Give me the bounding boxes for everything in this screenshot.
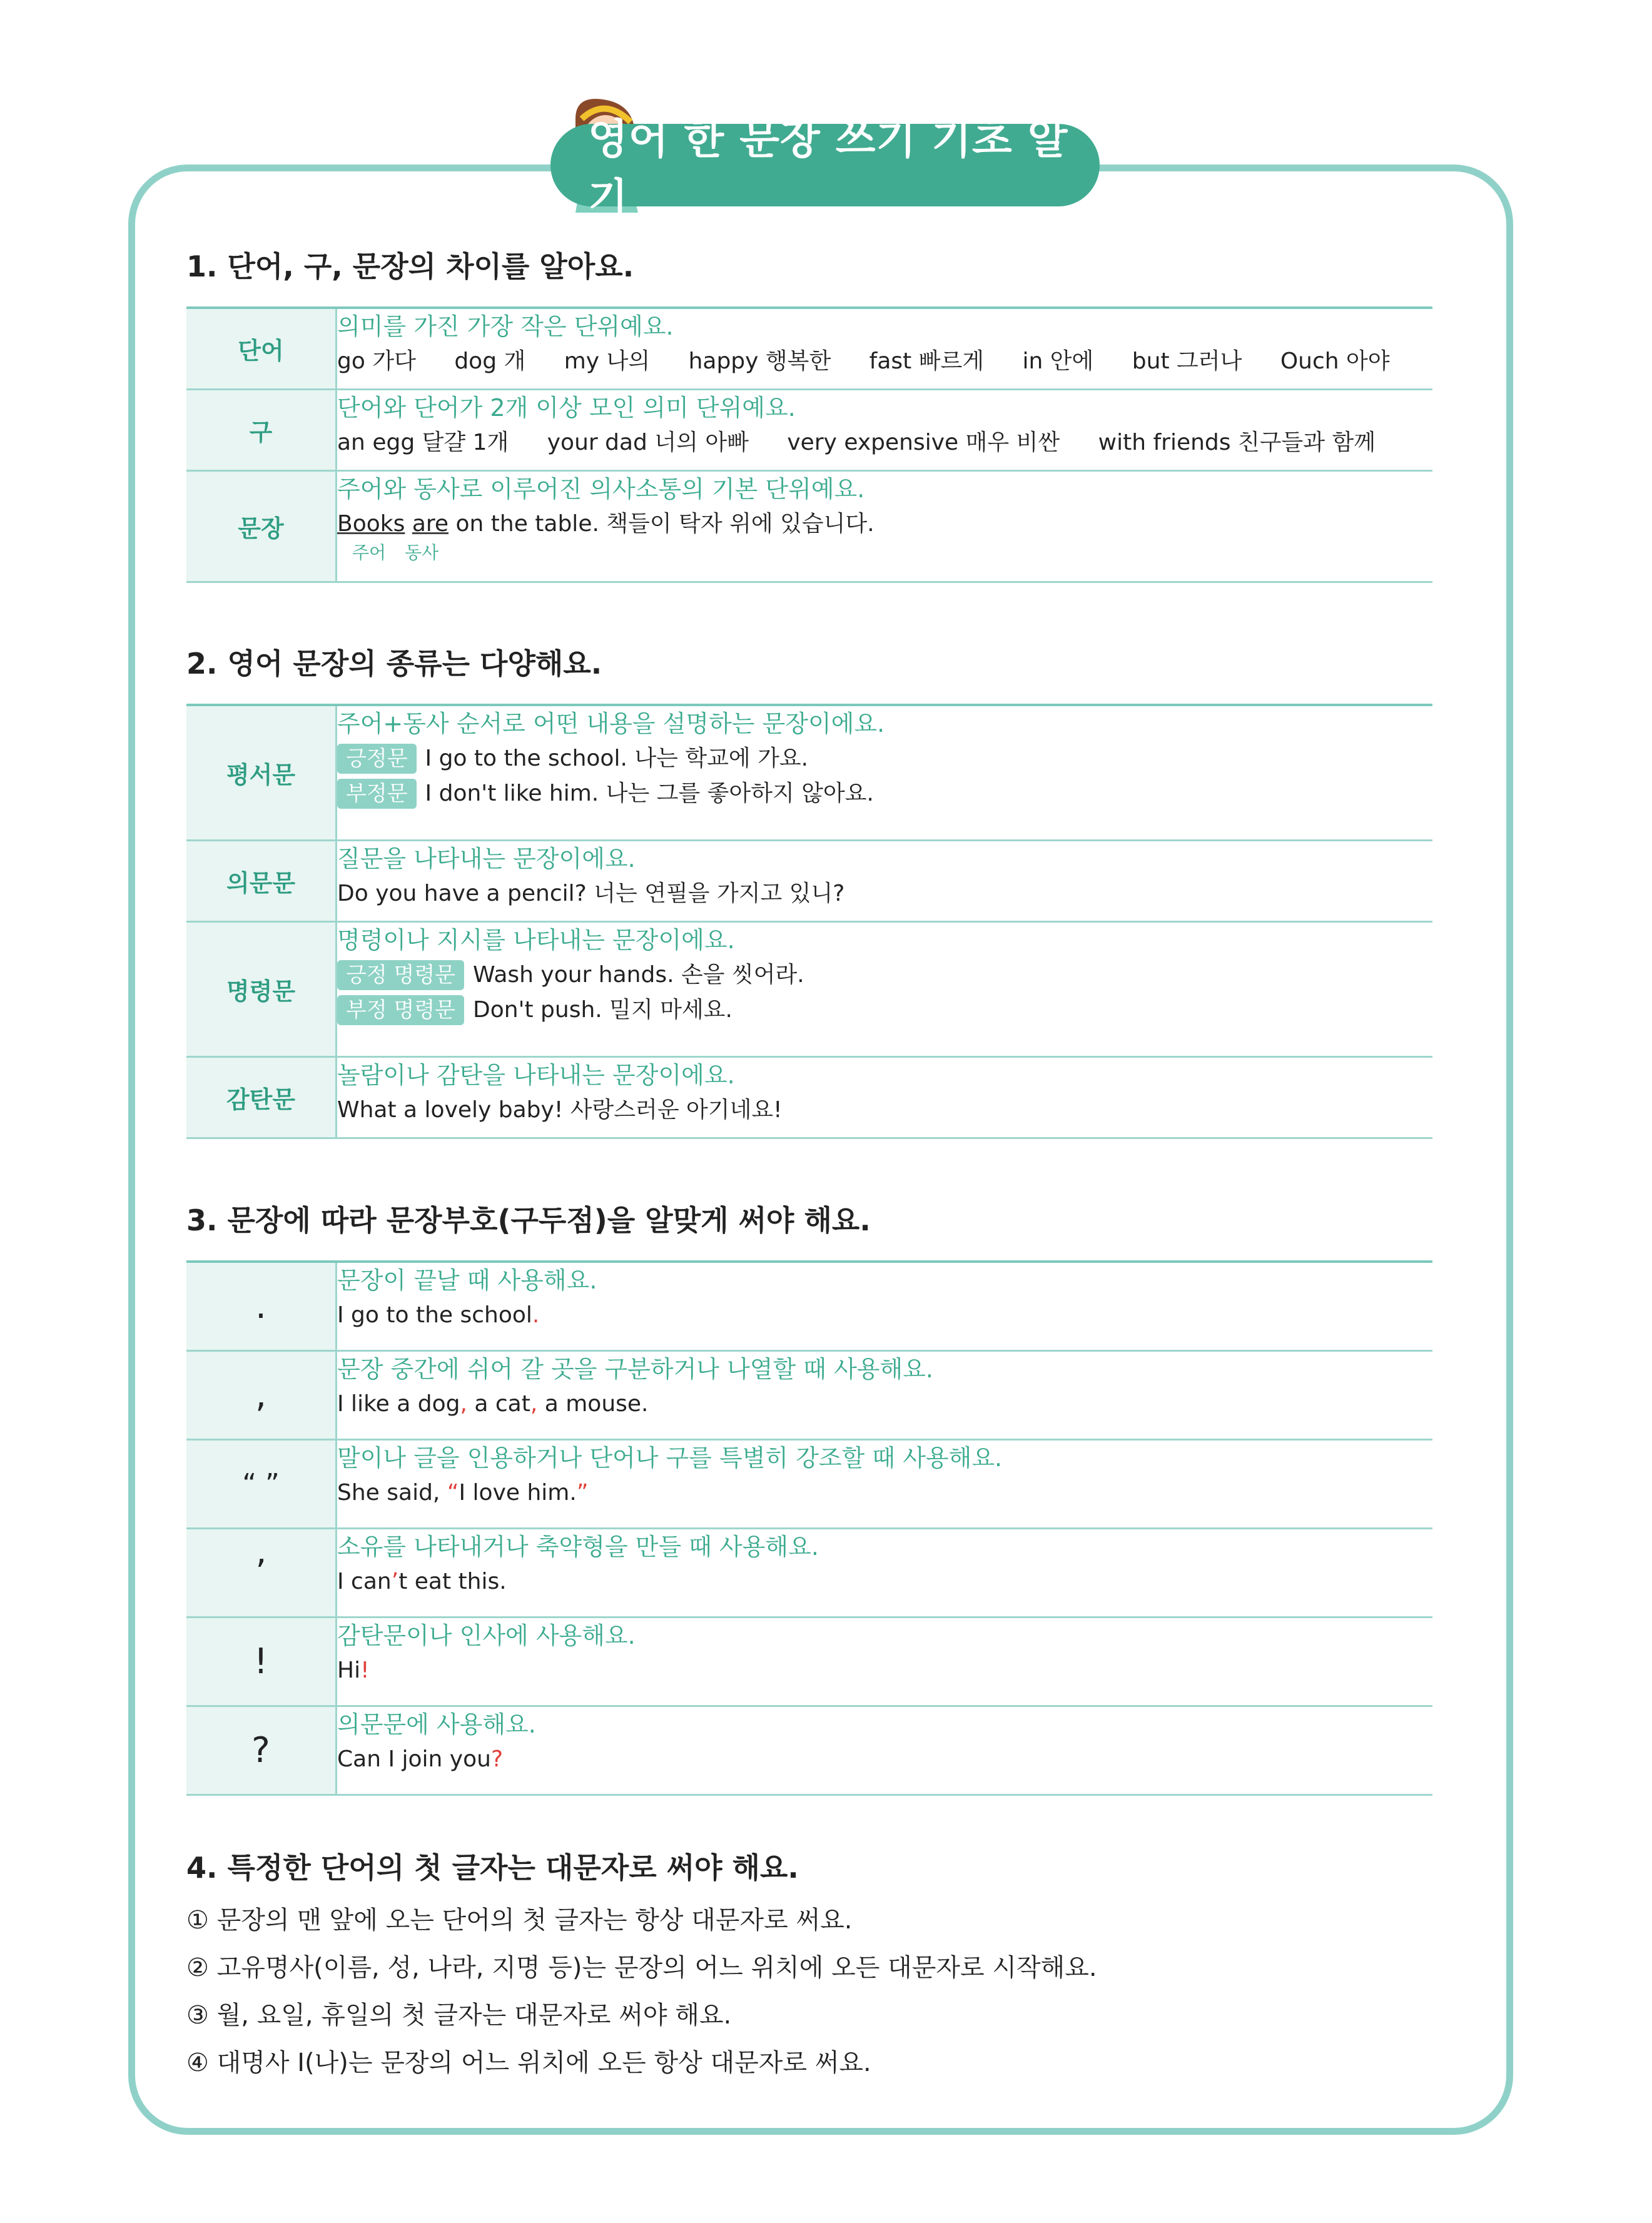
punctuation-exclamation: ! — [186, 1617, 337, 1706]
row-description: 의미를 가진 가장 작은 단위예요. — [337, 313, 674, 340]
section-4-heading: 4. 특정한 단어의 첫 글자는 대문자로 써야 해요. — [186, 1851, 799, 1885]
page-title: 영어 한 문장 쓰기 기초 알기 — [588, 115, 1068, 223]
row-description: 말이나 글을 인용하거나 단어나 구를 특별히 강조할 때 사용해요. — [337, 1444, 1003, 1472]
capital-rule-3: ③ 월, 요일, 휴일의 첫 글자는 대문자로 써야 해요. — [186, 2001, 732, 2030]
positive-badge: 긍정문 — [337, 744, 417, 774]
row-description: 감탄문이나 인사에 사용해요. — [337, 1621, 636, 1649]
sentence-example: Books are on the table. 책들이 탁자 위에 있습니다. — [337, 510, 874, 537]
row-label: 의문문 — [186, 840, 337, 921]
row-description: 질문을 나타내는 문장이에요. — [337, 844, 636, 873]
punctuation-question: ? — [186, 1706, 337, 1795]
table-row: , 문장 중간에 쉬어 갈 곳을 구분하거나 나열할 때 사용해요. I like a dog, a cat, a mouse. — [186, 1350, 1432, 1439]
section-2-heading: 2. 영어 문장의 종류는 다양해요. — [186, 647, 602, 681]
table-row — [186, 470, 1432, 582]
table-row: . 문장이 끝날 때 사용해요. I go to the school. — [186, 1262, 1432, 1350]
row-description: 의문문에 사용해요. — [337, 1710, 536, 1738]
row-description: 놀람이나 감탄을 나타내는 문장이에요. — [337, 1061, 735, 1089]
section-1-heading: 1. 단어, 구, 문장의 차이를 알아요. — [186, 250, 634, 283]
punctuation-quotes: “ ” — [186, 1439, 337, 1528]
table-row: 평서문 주어+동사 순서로 어떤 내용을 설명하는 문장이에요. 긍정문 I go to the school. 나는 학교에 가요. 부정문 I don't like him. 나는 그를 좋아하지 않아요. — [186, 705, 1432, 840]
punctuation-comma: , — [186, 1350, 337, 1439]
row-description: 문장이 끝날 때 사용해요. — [337, 1267, 597, 1294]
word-examples: go 가다 dog 개 my 나의 happy 행복한 fast 빠르게 in 안에 but 그러나 Ouch 아야 — [337, 348, 1390, 374]
row-label: 단어 — [186, 308, 337, 389]
row-label: 명령문 — [186, 921, 337, 1056]
subject-note: 주어 — [352, 542, 387, 563]
punctuation-apostrophe: ’ — [186, 1528, 337, 1617]
table-row: “ ” 말이나 글을 인용하거나 단어나 구를 특별히 강조할 때 사용해요. She said, “I love him.” — [186, 1439, 1432, 1528]
page-title-banner — [550, 115, 1100, 223]
row-description: 소유를 나타내거나 축약형을 만들 때 사용해요. — [337, 1532, 819, 1561]
row-description: 주어+동사 순서로 어떤 내용을 설명하는 문장이에요. — [337, 710, 885, 737]
capital-rule-1: ① 문장의 맨 앞에 오는 단어의 첫 글자는 항상 대문자로 써요. — [186, 1906, 853, 1935]
row-label: 평서문 — [186, 705, 337, 840]
section-2-table — [186, 704, 1432, 1139]
phrase-examples: an egg 달걀 1개 your dad 너의 아빠 very expensive 매우 비싼 with friends 친구들과 함께 — [337, 429, 1376, 455]
capital-rule-2: ② 고유명사(이름, 성, 나라, 지명 등)는 문장의 어느 위치에 오든 대문자로 시작해요. — [186, 1953, 1097, 1982]
row-description: 단어와 단어가 2개 이상 모인 의미 단위예요. — [337, 393, 796, 422]
table-row: 명령문 명령이나 지시를 나타내는 문장이에요. 긍정 명령문 Wash your hands. 손을 씻어라. 부정 명령문 Don't push. 밀지 마세요. — [186, 921, 1432, 1056]
row-description: 문장 중간에 쉬어 갈 곳을 구분하거나 나열할 때 사용해요. — [337, 1355, 933, 1383]
table-row: ’ 소유를 나타내거나 축약형을 만들 때 사용해요. I can’t eat this. — [186, 1528, 1432, 1617]
punctuation-period: . — [186, 1262, 337, 1350]
table-row: ! 감탄문이나 인사에 사용해요. Hi! — [186, 1617, 1432, 1706]
row-description: 주어와 동사로 이루어진 의사소통의 기본 단위예요. — [337, 475, 865, 503]
section-3-table — [186, 1260, 1432, 1796]
capital-rule-4: ④ 대명사 I(나)는 문장의 어느 위치에 오든 항상 대문자로 써요. — [186, 2048, 871, 2077]
table-row: ? 의문문에 사용해요. Can I join you? — [186, 1706, 1432, 1795]
row-label: 감탄문 — [186, 1056, 337, 1138]
verb-note: 동사 — [405, 542, 439, 563]
row-label: 구 — [186, 389, 337, 470]
table-row: 감탄문 놀람이나 감탄을 나타내는 문장이에요. What a lovely baby! 사랑스러운 아기네요! — [186, 1056, 1432, 1138]
row-description: 명령이나 지시를 나타내는 문장이에요. — [337, 926, 735, 954]
negative-imperative-badge: 부정 명령문 — [337, 995, 464, 1025]
positive-imperative-badge: 긍정 명령문 — [337, 960, 464, 990]
table-row: 의문문 질문을 나타내는 문장이에요. Do you have a pencil? 너는 연필을 가지고 있니? — [186, 840, 1432, 921]
verb-word: are — [412, 510, 449, 537]
subject-word: Books — [337, 510, 405, 537]
negative-badge: 부정문 — [337, 779, 417, 809]
section-3-heading: 3. 문장에 따라 문장부호(구두점)을 알맞게 써야 해요. — [186, 1203, 871, 1237]
section-1-table — [186, 306, 1432, 583]
row-label: 문장 — [186, 470, 337, 582]
table-row — [186, 389, 1432, 470]
table-row — [186, 308, 1432, 389]
